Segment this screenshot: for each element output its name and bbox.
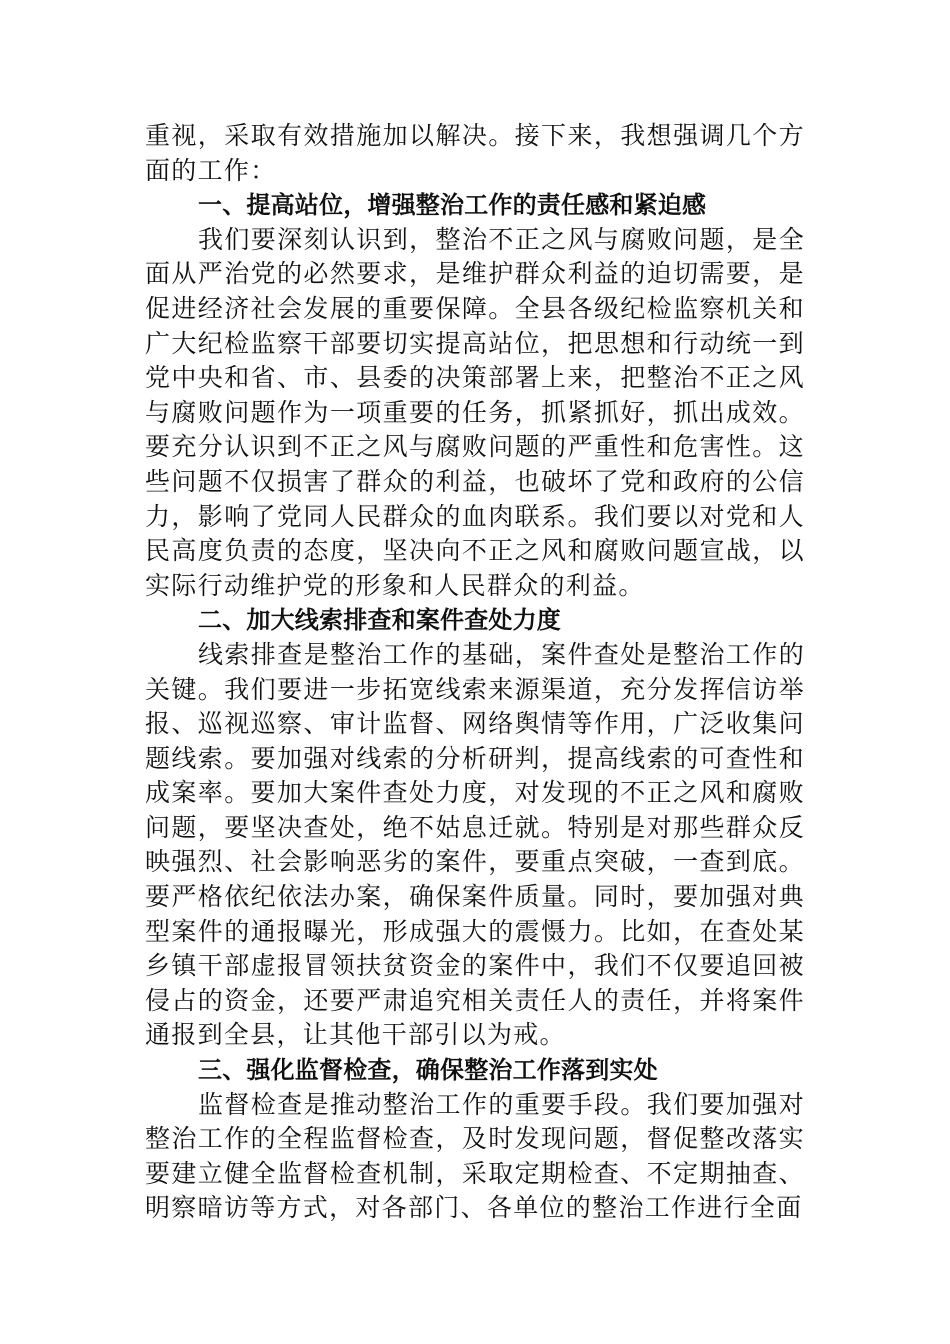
section-3-heading: 三、强化监督检查，确保整治工作落到实处 bbox=[198, 1056, 658, 1085]
section-2-body: 线索排查是整治工作的基础，案件查处是整治工作的关键。我们要进一步拓宽线索来源渠道，充分发挥信访举报、巡视巡察、审计监督、网络舆情等作用，广泛收集问题线索。要加强对线索的分析研判，提高线索的可查性和成案率。要加大案件查处力度，对发现的不正之风和腐败问题，要坚决查处，绝不姑息迁就。特别是对那些群众反映强烈、社会影响恶劣的案件，要重点突破，一查到底。要严格依纪依法办案，确保案件质量。同时，要加强对典型案件的通报曝光，形成强大的震慑力。比如，在查处某乡镇干部虚报冒领扶贫资金的案件中，我们不仅要追回被侵占的资金，还要严肃追究相关责任人的责任，并将案件通报到全县，让其他干部引以为戒。 bbox=[145, 639, 805, 1050]
section-2-heading: 二、加大线索排查和案件查处力度 bbox=[198, 606, 561, 635]
document-page bbox=[145, 119, 805, 1226]
section-1-body: 我们要深刻认识到，整治不正之风与腐败问题，是全面从严治党的必然要求，是维护群众利益的迫切需要，是促进经济社会发展的重要保障。全县各级纪检监察机关和广大纪检监察干部要切实提高站位，把思想和行动统一到党中央和省、市、县委的决策部署上来，把整治不正之风与腐败问题作为一项重要的任务，抓紧抓好，抓出成效。要充分认识到不正之风与腐败问题的严重性和危害性。这些问题不仅损害了群众的利益，也破坏了党和政府的公信力，影响了党同人民群众的血肉联系。我们要以对党和人民高度负责的态度，坚决向不正之风和腐败问题宣战，以实际行动维护党的形象和人民群众的利益。 bbox=[145, 224, 805, 600]
intro-paragraph: 重视，采取有效措施加以解决。接下来，我想强调几个方面的工作： bbox=[145, 121, 805, 185]
section-3-body: 监督检查是推动整治工作的重要手段。我们要加强对整治工作的全程监督检查，及时发现问题，督促整改落实要建立健全监督检查机制，采取定期检查、不定期抽查、明察暗访等方式，对各部门、各单位的整治工作进行全面 bbox=[145, 1089, 805, 1223]
section-1-heading: 一、提高站位，增强整治工作的责任感和紧迫感 bbox=[198, 191, 707, 220]
